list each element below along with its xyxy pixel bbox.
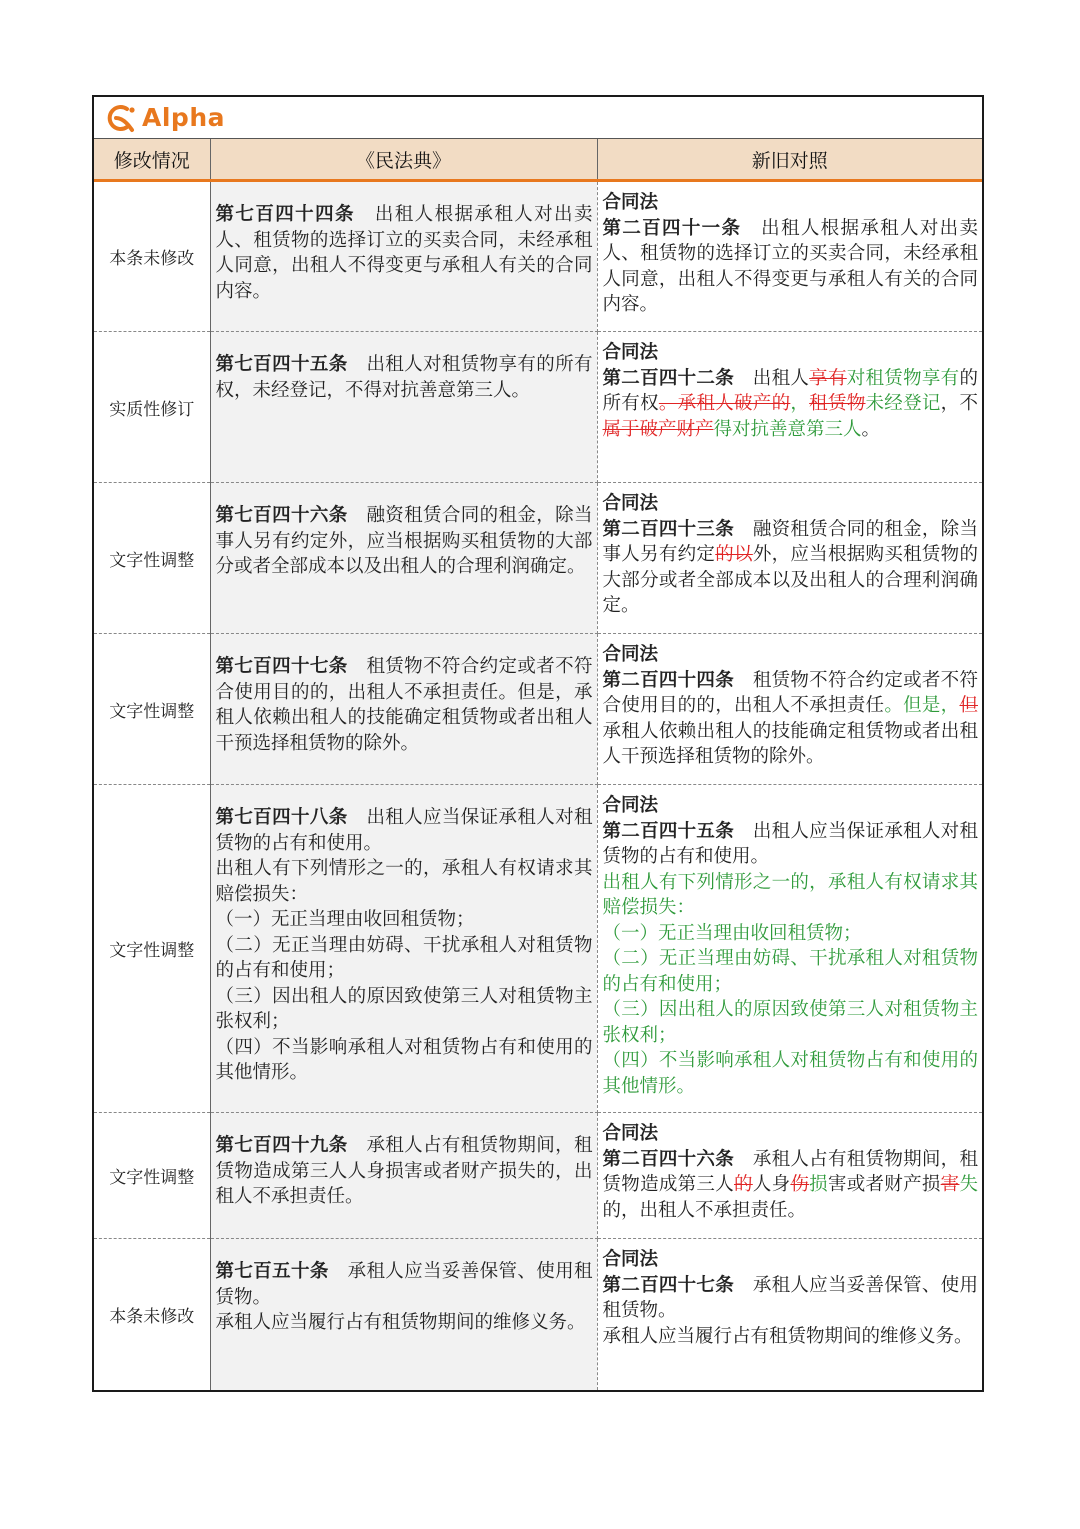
civil-article-number: 第七百四十五条 — [215, 354, 348, 375]
civil-article-text: 出租人有下列情形之一的，承租人有权请求其赔偿损失： — [215, 858, 593, 905]
comparison-cell — [597, 181, 982, 332]
header-comparison: 新旧对照 — [597, 139, 982, 181]
comparison-text — [598, 182, 983, 326]
comparison-text — [598, 634, 983, 778]
comparison-paragraph — [603, 1273, 979, 1324]
deleted-text: 害 — [940, 1174, 960, 1195]
header-row — [94, 139, 982, 181]
comparison-paragraph — [603, 921, 979, 947]
old-article-number: 第二百四十二条 — [602, 367, 734, 389]
civil-code-cell — [210, 785, 597, 1113]
comparison-cell — [597, 785, 982, 1113]
civil-paragraph — [216, 1133, 593, 1210]
civil-paragraph — [216, 352, 593, 403]
header-civil-code: 《民法典》 — [210, 139, 597, 181]
added-text: （二）无正当理由妨碍、干扰承租人对租赁物的占有和使用； — [602, 948, 978, 995]
comparison-text — [598, 1113, 983, 1231]
civil-paragraph — [216, 805, 593, 856]
civil-article-number: 第七百四十四条 — [215, 204, 355, 225]
table-row — [94, 634, 982, 785]
civil-paragraph — [216, 933, 593, 984]
added-text: 对租赁物享有 — [846, 367, 960, 389]
comparison-cell — [597, 483, 982, 634]
comparison-text — [598, 785, 983, 1107]
civil-article-text: （二）无正当理由妨碍、干扰承租人对租赁物的占有和使用； — [215, 934, 593, 981]
comparison-paragraph — [603, 1048, 979, 1099]
civil-code-cell — [210, 181, 597, 332]
old-law-name: 合同法 — [602, 795, 659, 816]
comparison-text — [598, 483, 983, 627]
comparison-paragraph — [603, 1147, 979, 1224]
deleted-text: 。承租人破产的 — [658, 393, 791, 414]
deleted-text: 的 — [733, 1174, 753, 1195]
civil-text — [211, 785, 597, 1094]
civil-article-text: 出租人应当保证承租人对租赁物的占有和使用。 — [215, 807, 593, 854]
comparison-cell — [597, 1239, 982, 1390]
unchanged-text: 外，应当根据购买租赁物的大部分或者全部成本以及出租人的合理利润确定。 — [602, 544, 978, 616]
civil-article-number: 第七百四十七条 — [215, 656, 348, 677]
table-row — [94, 181, 982, 332]
status-cell: 文字性调整 — [94, 483, 210, 634]
civil-article-text: （一）无正当理由收回租赁物； — [215, 909, 475, 930]
civil-article-text: 租赁物不符合约定或者不符合使用目的的，出租人不承担责任。但是，承租人依赖出租人的技能确定租赁物或者出租人干预选择租赁物的除外。 — [215, 656, 593, 754]
civil-text — [211, 634, 597, 764]
old-law-name: 合同法 — [602, 493, 659, 514]
comparison-table — [94, 139, 982, 1390]
civil-article-number: 第七百五十条 — [215, 1261, 329, 1282]
brand-bar — [94, 97, 982, 139]
added-text: 未经登记 — [865, 393, 941, 414]
comparison-paragraph — [603, 216, 979, 318]
comparison-text — [598, 1239, 983, 1357]
civil-paragraph — [216, 856, 593, 907]
civil-paragraph — [216, 907, 593, 933]
added-text: （四）不当影响承租人对租赁物占有和使用的其他情形。 — [602, 1050, 978, 1097]
civil-article-text: 出租人对租赁物享有的所有权，未经登记，不得对抗善意第三人。 — [215, 354, 593, 401]
added-text: 失 — [959, 1174, 978, 1195]
civil-paragraph — [216, 1310, 593, 1336]
unchanged-text: 出租人应当保证承租人对租赁物的占有和使用。 — [602, 820, 978, 867]
civil-paragraph — [216, 202, 593, 304]
comparison-paragraph — [603, 946, 979, 997]
civil-text — [211, 1239, 597, 1344]
deleted-text: 租赁物 — [809, 393, 866, 414]
unchanged-text: 的，出租人不承担责任。 — [602, 1199, 807, 1221]
civil-article-number: 第七百四十九条 — [215, 1135, 348, 1156]
brand-name: Alpha — [142, 103, 225, 132]
civil-article-text: 承租人占有租赁物期间，租赁物造成第三人人身损害或者财产损失的，出租人不承担责任。 — [215, 1135, 593, 1207]
civil-paragraph — [216, 654, 593, 756]
old-law-name: 合同法 — [602, 192, 659, 213]
added-text: 损 — [809, 1174, 828, 1195]
added-text: ， — [790, 393, 810, 414]
comparison-sheet — [92, 95, 984, 1392]
civil-code-cell — [210, 1239, 597, 1390]
civil-article-text: 出租人根据承租人对出卖人、租赁物的选择订立的买卖合同，未经承租人同意，出租人不得变更与承租人有关的合同内容。 — [215, 204, 593, 302]
civil-code-cell — [210, 634, 597, 785]
deleted-text: 但 — [959, 695, 978, 716]
unchanged-text: 承租人占有租赁物期间，租赁物造成第三人 — [602, 1148, 978, 1195]
unchanged-text: 承租人应当妥善保管、使用租赁物。 — [602, 1274, 978, 1321]
old-article-number: 第二百四十六条 — [602, 1148, 735, 1170]
civil-article-number: 第七百四十六条 — [215, 505, 348, 526]
old-law-name: 合同法 — [602, 644, 659, 665]
comparison-cell — [597, 1113, 982, 1239]
table-row — [94, 332, 982, 483]
civil-article-text: （三）因出租人的原因致使第三人对租赁物主张权利； — [215, 985, 593, 1032]
civil-text — [211, 483, 597, 588]
table-body — [94, 181, 982, 1390]
added-text: （三）因出租人的原因致使第三人对租赁物主张权利； — [602, 999, 978, 1046]
header-status: 修改情况 — [94, 139, 210, 181]
status-cell: 本条未修改 — [94, 1239, 210, 1390]
old-article-number: 第二百四十三条 — [602, 518, 735, 540]
civil-code-cell — [210, 1113, 597, 1239]
unchanged-text: ，不 — [940, 393, 978, 414]
comparison-paragraph — [603, 997, 979, 1048]
comparison-paragraph — [603, 1324, 979, 1350]
old-law-name: 合同法 — [602, 342, 659, 363]
unchanged-text: 害或者财产损 — [827, 1174, 941, 1195]
comparison-paragraph — [603, 819, 979, 870]
comparison-paragraph — [603, 668, 979, 770]
table-row — [94, 483, 982, 634]
deleted-text: 属于破产财产 — [602, 418, 714, 440]
status-cell: 文字性调整 — [94, 634, 210, 785]
old-article-number: 第二百四十七条 — [602, 1274, 735, 1296]
table-row — [94, 1239, 982, 1390]
comparison-paragraph — [603, 517, 979, 619]
old-law-name: 合同法 — [602, 1123, 659, 1144]
status-cell: 本条未修改 — [94, 181, 210, 332]
civil-article-text: 承租人应当妥善保管、使用租赁物。 — [215, 1261, 593, 1308]
deleted-text: 伤 — [790, 1174, 810, 1195]
alpha-logo-icon — [102, 101, 136, 135]
status-cell: 实质性修订 — [94, 332, 210, 483]
old-article-number: 第二百四十一条 — [602, 217, 742, 239]
civil-paragraph — [216, 984, 593, 1035]
table-row — [94, 1113, 982, 1239]
unchanged-text: 承租人依赖出租人的技能确定租赁物或者出租人干预选择租赁物的除外。 — [602, 720, 978, 767]
unchanged-text: 租赁物不符合约定或者不符合使用目的的，出租人不承担责任 — [602, 669, 978, 716]
civil-code-cell — [210, 483, 597, 634]
civil-text — [211, 1113, 597, 1218]
unchanged-text: 融资租赁合同的租金，除当事人另有约定 — [602, 518, 978, 565]
civil-article-number: 第七百四十八条 — [215, 807, 348, 828]
civil-code-cell — [210, 332, 597, 483]
old-article-number: 第二百四十四条 — [602, 669, 735, 691]
unchanged-text: 人身 — [752, 1174, 791, 1195]
old-article-number: 第二百四十五条 — [602, 820, 735, 842]
civil-article-text: 承租人应当履行占有租赁物期间的维修义务。 — [215, 1312, 586, 1333]
comparison-paragraph — [603, 870, 979, 921]
old-law-name: 合同法 — [602, 1249, 659, 1270]
unchanged-text: 的所有权 — [602, 367, 978, 414]
table-row — [94, 785, 982, 1113]
added-text: 得对抗善意第三人 — [713, 418, 862, 440]
civil-article-text: 融资租赁合同的租金，除当事人另有约定外，应当根据购买租赁物的大部分或者全部成本以及出租人的合理利润确定。 — [215, 505, 593, 577]
comparison-cell — [597, 332, 982, 483]
civil-text — [211, 332, 597, 411]
unchanged-text: 出租人根据承租人对出卖人、租赁物的选择订立的买卖合同，未经承租人同意，出租人不得变更与承租人有关的合同内容。 — [602, 217, 978, 315]
civil-text — [211, 182, 597, 312]
comparison-text — [598, 332, 983, 450]
civil-paragraph — [216, 503, 593, 580]
unchanged-text: 。 — [861, 418, 881, 440]
civil-paragraph — [216, 1035, 593, 1086]
comparison-cell — [597, 634, 982, 785]
deleted-text: 享有 — [809, 367, 847, 389]
civil-paragraph — [216, 1259, 593, 1310]
added-text: 出租人有下列情形之一的，承租人有权请求其赔偿损失： — [602, 871, 978, 918]
unchanged-text: 出租人 — [752, 367, 810, 389]
comparison-paragraph — [603, 366, 979, 443]
status-cell: 文字性调整 — [94, 1113, 210, 1239]
unchanged-text: 承租人应当履行占有租赁物期间的维修义务。 — [602, 1325, 973, 1347]
civil-article-text: （四）不当影响承租人对租赁物占有和使用的其他情形。 — [215, 1036, 593, 1083]
added-text: 。但是， — [884, 695, 960, 716]
deleted-text: 的以 — [715, 544, 753, 565]
status-cell: 文字性调整 — [94, 785, 210, 1113]
added-text: （一）无正当理由收回租赁物； — [602, 922, 862, 944]
